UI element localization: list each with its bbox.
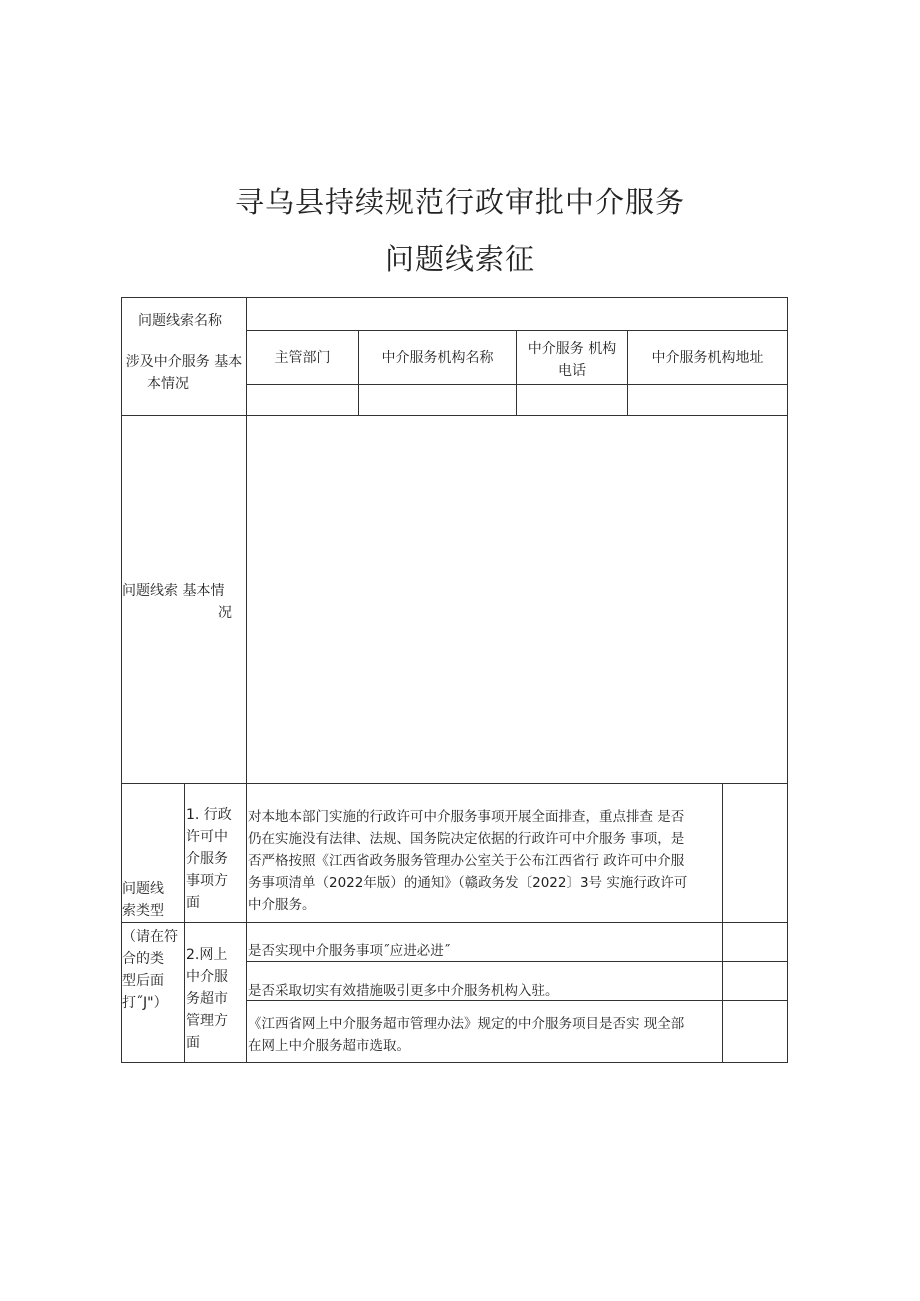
category-1-line: 许可中: [186, 829, 228, 845]
item-text-line: 对本地本部门实施的行政许可中介服务事项开展全面排查，重点排查 是否: [248, 809, 685, 825]
category-2-line: 务超市: [186, 991, 228, 1007]
type-label-line: 问题线: [122, 881, 164, 897]
item-text-line: 务事项清单（2022年版）的通知》（赣政务发〔2022〕3号 实施行政许可: [248, 875, 688, 891]
org-name-input[interactable]: [359, 385, 516, 415]
category-1-item-check[interactable]: [723, 784, 787, 922]
type-label: [122, 878, 184, 922]
type-note-line: 合的类: [122, 951, 164, 967]
header-phone-line: 中介服务 机构: [527, 341, 617, 357]
basic-label: [122, 580, 242, 624]
category-1-line: 面: [186, 895, 200, 911]
type-label-line: 索类型: [122, 903, 164, 919]
header-phone-line: 电话: [558, 363, 586, 379]
item-text-line: 否严格按照《江西省政务服务管理办公室关于公布江西省行 政许可中介服: [248, 853, 685, 869]
header-dept: 主管部门: [274, 350, 331, 366]
category-2-item-3-check[interactable]: [723, 1001, 787, 1062]
category-2-line: 中介服: [186, 969, 228, 985]
basic-situation-input[interactable]: [247, 416, 787, 783]
dept-input[interactable]: [247, 385, 358, 415]
category-2-line: 管理方: [186, 1013, 228, 1029]
clue-name-label: 问题线索名称: [138, 313, 222, 329]
category-2-item-3-text: [248, 1013, 720, 1057]
phone-input[interactable]: [517, 385, 627, 415]
item-text-line: 《江西省网上中介服务超市管理办法》规定的中介服务项目是否实 现全部: [248, 1016, 685, 1032]
basic-label-line: 问题线索 基本情: [122, 583, 225, 599]
row-divider: [121, 783, 788, 784]
type-note: [122, 926, 184, 1014]
category-1-line: 介服务: [186, 851, 228, 867]
category-2-item-2-check[interactable]: [723, 962, 787, 1000]
involved-label-line: 本情况: [147, 376, 189, 392]
category-1-line: 1. 行政: [186, 807, 232, 823]
category-2-line: 2.网上: [186, 947, 228, 963]
header-org-name: 中介服务机构名称: [381, 350, 494, 366]
address-input[interactable]: [628, 385, 787, 415]
type-note-line: （请在符: [122, 929, 178, 945]
involved-label: [122, 351, 246, 395]
item-text-line: 在网上中介服务超市选取。: [248, 1038, 410, 1054]
involved-label-line: 涉及中介服务 基本: [125, 354, 243, 370]
header-address: 中介服务机构地址: [651, 350, 764, 366]
category-1-item-text: [248, 806, 720, 916]
row-divider: [121, 922, 788, 923]
category-2-label: [186, 944, 244, 1054]
page-title: 寻乌县持续规范行政审批中介服务: [234, 185, 685, 219]
basic-label-line: 况: [218, 605, 232, 621]
col-divider: [184, 783, 185, 1063]
category-2-line: 面: [186, 1035, 200, 1051]
category-2-item-1-check[interactable]: [723, 923, 787, 961]
category-2-item-1-text: 是否实现中介服务事项˝应进必进˝: [248, 943, 451, 959]
type-note-line: 打˝J"）: [122, 995, 168, 1011]
category-1-line: 事项方: [186, 873, 228, 889]
item-text-line: 中介服务。: [248, 897, 316, 913]
item-text-line: 仍在实施没有法律、法规、国务院决定依据的行政许可中介服务 事项，是: [248, 831, 685, 847]
table-border-bottom: [121, 1062, 788, 1063]
header-phone: [517, 338, 627, 382]
category-2-item-2-text: 是否采取切实有效措施吸引更多中介服务机构入驻。: [248, 983, 559, 999]
type-note-line: 型后面: [122, 973, 164, 989]
table-border-right: [787, 297, 788, 1063]
clue-name-input[interactable]: [247, 298, 787, 330]
category-1-label: [186, 804, 244, 914]
page-subtitle: 问题线索征: [384, 242, 535, 276]
row-divider: [246, 330, 788, 331]
